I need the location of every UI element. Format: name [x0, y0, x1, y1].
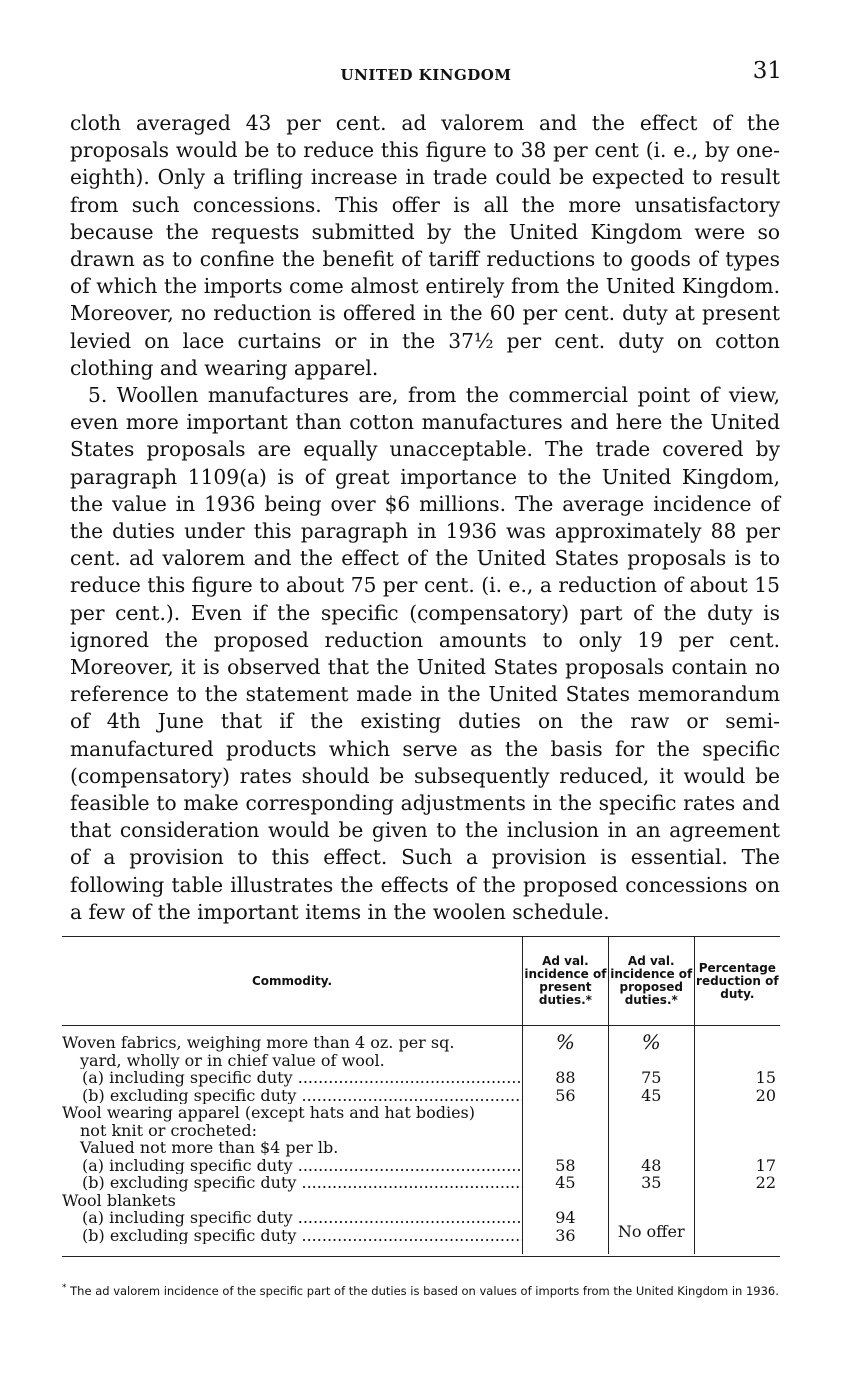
header-reduction: Percentage reduction of duty.: [694, 937, 780, 1026]
table-row: (b) excluding specific duty ..... 56 45 20: [62, 1087, 780, 1105]
running-title: UNITED KINGDOM: [340, 66, 512, 84]
blanket-present-a: 94: [555, 1208, 576, 1227]
blanket-present-b: 36: [555, 1225, 576, 1245]
header-commodity: Commodity.: [62, 937, 523, 1026]
duty-table: [62, 937, 780, 1254]
page-header: [70, 58, 782, 92]
paragraph-woollen: 5. Woollen manufactures are, from the commercial point of view, even more important than cotton manufactures and here the United States proposals are equally unacceptable. The trade covered by paragraph 1109(a) is of great importance to the United Kingdom, the value in 1936 being over $6 millions. The average incidence of the duties under this paragraph in 1936 was approximately 88 per cent. ad valorem and the effect of the United States proposals is to reduce this figure to about 75 per cent. (i. e., a reduction of about 15 per cent.). Even if the specific (compensatory) part of the duty is ignored the proposed reduction amounts to only 19 per cent. Moreover, it is observed that the United States proposals contain no reference to the statement made in the United States memorandum of 4th June that if the existing duties on the raw or semi-manufactured products which serve as the basis for the specific (compensatory) rates should be subsequently reduced, it would be feasible to make corresponding adjustments in the specific rates and that consideration would be given to the inclusion in an agreement of a provision to this effect. Such a provision is essential. The following table illustrates the effects of the proposed concessions on a few of the important items in the woolen schedule.: [70, 383, 780, 924]
table-bottom-rule: [62, 1256, 780, 1257]
footnote-marker: *: [62, 1283, 67, 1293]
header-present: Ad val. incidence of present duties.*: [523, 937, 609, 1026]
row-label-0: Woven fabrics, weighing more than 4 oz. per sq. yard, wholly or in chief value of wool.: [62, 1034, 455, 1069]
table-row: Wool blankets: [62, 1192, 780, 1210]
no-offer-label: No offer: [617, 1221, 685, 1241]
table-row: (b) excluding specific duty ..... 45 35 22: [62, 1174, 780, 1192]
unit-present: %: [523, 1026, 609, 1070]
table-header-row: [62, 937, 780, 1026]
header-proposed: Ad val. incidence of proposed duties.*: [608, 937, 694, 1026]
body-text: [70, 110, 780, 926]
table-row: (a) including specific duty ..... (b) excluding specific duty ..... 94 36 No offer: [62, 1209, 780, 1254]
table-row: (a) including specific duty ..... 58 48 17: [62, 1157, 780, 1175]
woolen-schedule-table: [62, 936, 780, 1257]
table-row: Wool wearing apparel (except hats and hat bodies) not knit or crocheted: Valued not more than $4 per lb.: [62, 1104, 780, 1157]
table-row: (a) including specific duty ..... 88 75 15: [62, 1069, 780, 1087]
paragraph-cotton: cloth averaged 43 per cent. ad valorem and the effect of the proposals would be to reduce this figure to 38 per cent (i. e., by one-eighth). Only a trifling increase in trade could be expected to result from such concessions. This offer is all the more unsatisfactory because the requests submitted by the United Kingdom were so drawn as to confine the benefit of tariff reductions to goods of types of which the imports come almost entirely from the United Kingdom. Moreover, no reduction is offered in the 60 per cent. duty at present levied on lace curtains or in the 37½ per cent. duty on cotton clothing and wearing apparel.: [70, 111, 780, 380]
page-number: 31: [752, 58, 782, 84]
footnote-text: The ad valorem incidence of the specific part of the duties is based on values of imports from the United Kingdom in 1936.: [70, 1283, 779, 1298]
table-unit-row: [62, 1026, 780, 1070]
unit-proposed: %: [608, 1026, 694, 1070]
footnote: [62, 1282, 780, 1298]
